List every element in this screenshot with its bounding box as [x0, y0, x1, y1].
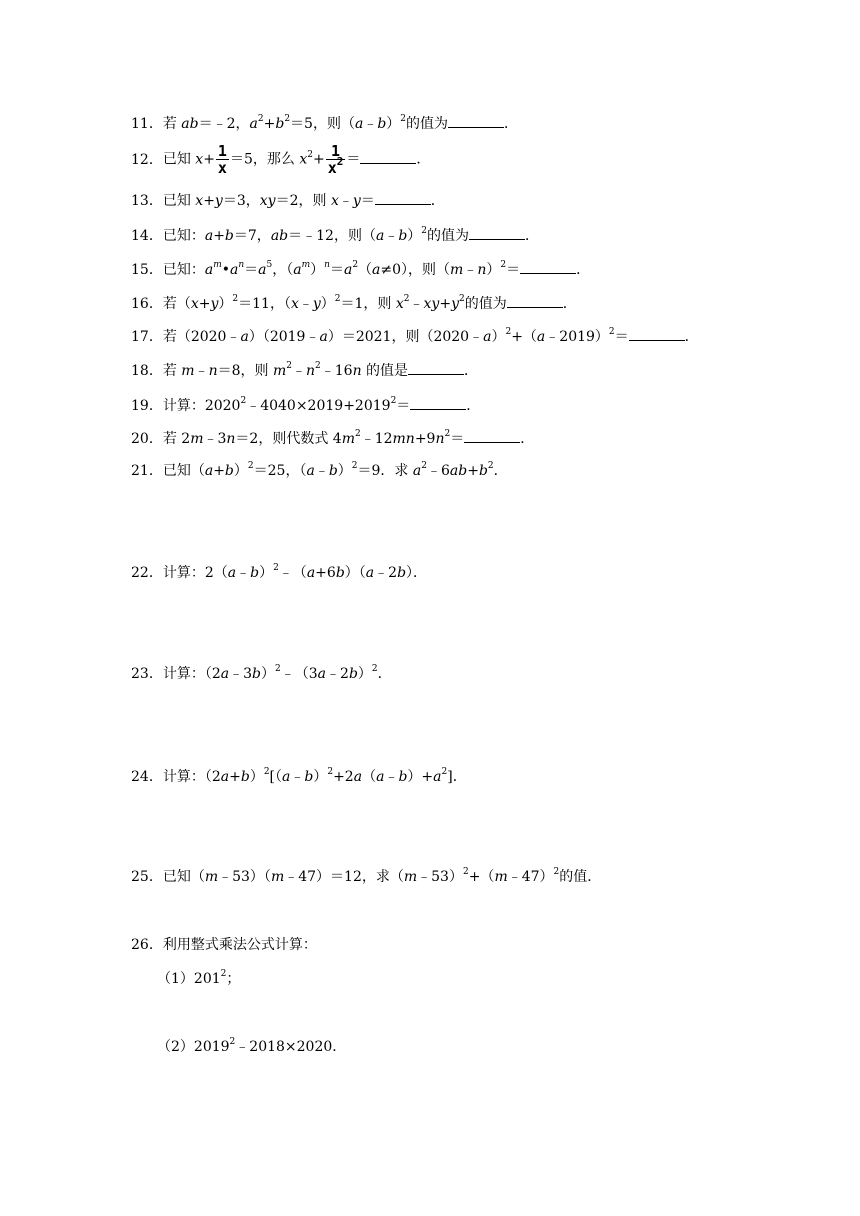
question-17: 17．若（2020﹣a）（2019﹣a）＝2021，则（2020﹣a）$^2$+（a﹣2019）$^2$＝ ．: [131, 327, 699, 345]
answer-blank[interactable]: [469, 225, 525, 240]
question-26-part-1: $(1)201^2$；: [157, 969, 241, 987]
question-22: 22．计算：2（a﹣b）$^2$﹣（a+6b）（a﹣2b）．: [131, 563, 428, 581]
question-26-part-2: $(2)2019^2﹣2018\times 2020$．: [157, 1037, 347, 1055]
answer-blank[interactable]: [408, 360, 464, 375]
fraction: $\frac{1}{x}$: [217, 142, 227, 177]
answer-blank[interactable]: [448, 113, 504, 128]
question-13: 13．已知 x+y＝3，xy＝2，则 x﹣y＝ ．: [131, 190, 445, 211]
answer-blank[interactable]: [375, 190, 431, 205]
question-23: 23．计算：（2a﹣3b）$^2$﹣（3a﹣2b）$^2$．: [131, 664, 392, 682]
question-14: 14．已知：a+b＝7，ab＝﹣12，则（a﹣b）$^2$的值为 ．: [131, 226, 540, 244]
answer-blank[interactable]: [410, 395, 466, 410]
answer-blank[interactable]: [520, 259, 576, 274]
question-24: 24．计算：$(2a+b)^2[(a﹣b)^2+2a(a﹣b)+a^2]$．: [131, 767, 467, 785]
question-25: 25．已知（m﹣53）（m﹣47）＝12，求（m﹣53）$^2$+（m﹣47）$^2$的值．: [131, 867, 602, 885]
question-11: 11．若 ab＝﹣2，$a^2+b^2=5$，则（a﹣b）$^2$的值为 ．: [131, 114, 519, 132]
question-21: 21．已知$(a+b)^2=25$，（a﹣b）$^2$＝9．求 $a^2﹣6ab+b^2$．: [131, 461, 508, 479]
question-15: 15．已知：$a^m•a^n=a^5$，$(a^m)^n=a^2(a\ne 0)$，则（m﹣n）$^2$＝ ．: [131, 260, 591, 278]
fraction: $\frac{1}{x^2}$: [327, 142, 344, 177]
answer-blank[interactable]: [629, 326, 685, 341]
question-18: 18．若 m﹣n＝8，则 $m^2﹣n^2﹣16n$ 的值是 ．: [131, 361, 479, 379]
answer-blank[interactable]: [464, 428, 520, 443]
answer-blank[interactable]: [507, 293, 563, 308]
question-20: 20．若 2m﹣3n＝2，则代数式 $4m^2﹣12mn+9n^2=$ ．: [131, 429, 535, 447]
answer-blank[interactable]: [360, 149, 416, 164]
question-19: 19．计算：$2020^2﹣4040\times 2019+2019^2=$ ．: [131, 396, 481, 414]
question-16: 16．若$(x+y)^2=11$，（x﹣y）$^2$＝1，则 $x^2﹣xy+y^2$的值为 ．: [131, 294, 577, 312]
question-26: 26．利用整式乘法公式计算：: [131, 937, 317, 953]
question-12: 12．已知 x+ $\frac{1}{x}$ ＝5，那么 $x^2+$ $\frac{1}{x^2}$ ＝ ．: [131, 142, 431, 177]
